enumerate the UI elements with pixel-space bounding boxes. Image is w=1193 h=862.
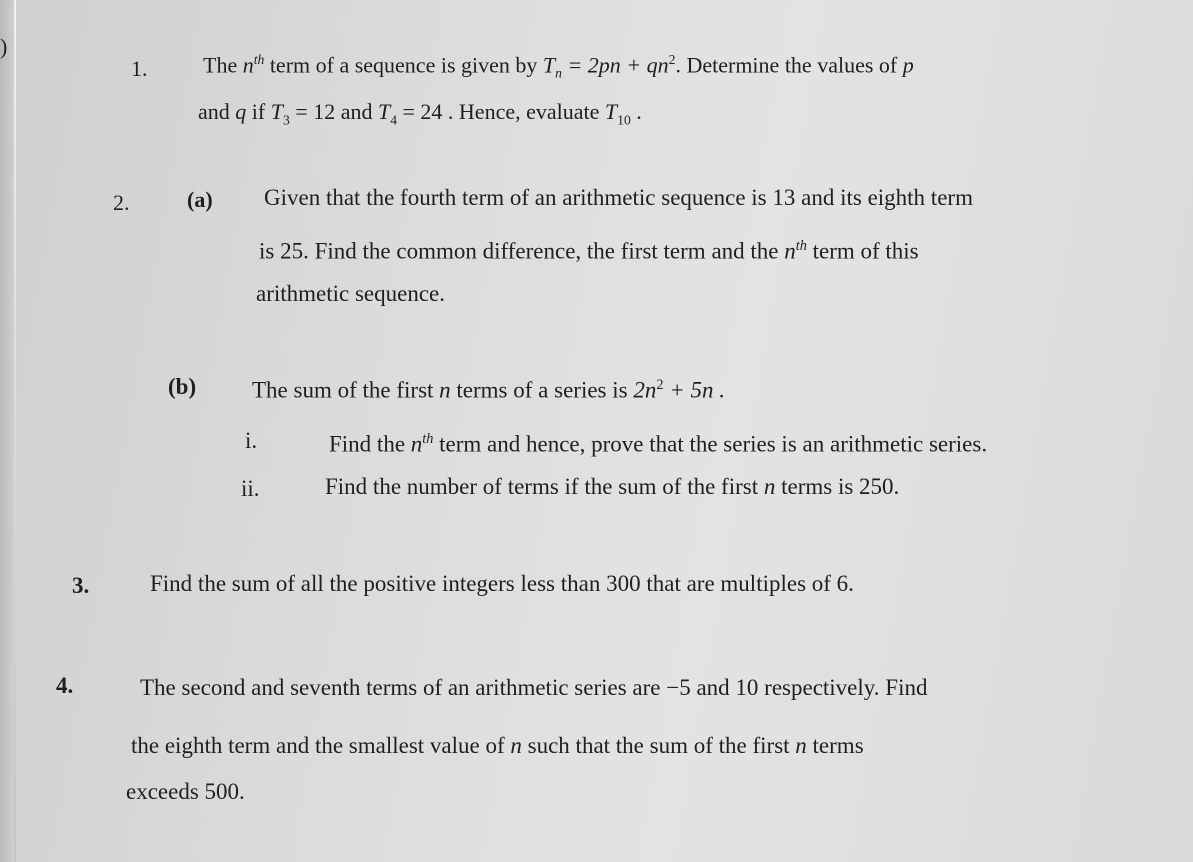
q2b-line: The sum of the first n terms of a series is $2n^2 + 5n$ . <box>252 377 725 403</box>
q2b-i-label: i. <box>245 428 258 453</box>
q1-number: 1. <box>131 56 148 81</box>
q2b-ii-text: Find the number of terms if the sum of the first n terms is 250. <box>325 474 900 499</box>
q2-number: 2. <box>113 190 130 215</box>
q3-text: Find the sum of all the positive integers less than 300 that are multiples of 6. <box>150 571 854 596</box>
q2a-line3: arithmetic sequence. <box>256 281 446 306</box>
q3-number: 3. <box>72 573 90 598</box>
q4-line2: the eighth term and the smallest value of n such that the sum of the first n terms <box>131 733 864 758</box>
page-fold <box>14 0 16 862</box>
q4-line1: The second and seventh terms of an arithmetic series are −5 and 10 respectively. Find <box>140 675 928 700</box>
q2b-i-text: Find the $n^{th}$ term and hence, prove that the series is an arithmetic series. <box>329 431 988 457</box>
q1-line2: and q if $T_3 = 12$ and $T_4 = 24$ . Hence, evaluate $T_{10}$ . <box>198 99 642 128</box>
q2a-line2: is 25. Find the common difference, the first term and the $n^{th}$ term of this <box>259 238 919 264</box>
margin-mark: ) <box>0 34 8 59</box>
q2a-label: (a) <box>187 187 213 212</box>
q1-line1: The $n^{th}$ term of a sequence is given by $T_n = 2pn + qn^2$. Determine the values of p <box>203 52 914 81</box>
q2b-label: (b) <box>168 374 197 399</box>
q2a-line1: Given that the fourth term of an arithmetic sequence is 13 and its eighth term <box>264 185 973 210</box>
page-edge <box>0 0 14 862</box>
q4-number: 4. <box>56 673 74 698</box>
q2b-ii-label: ii. <box>241 476 260 501</box>
q4-line3: exceeds 500. <box>126 779 245 804</box>
